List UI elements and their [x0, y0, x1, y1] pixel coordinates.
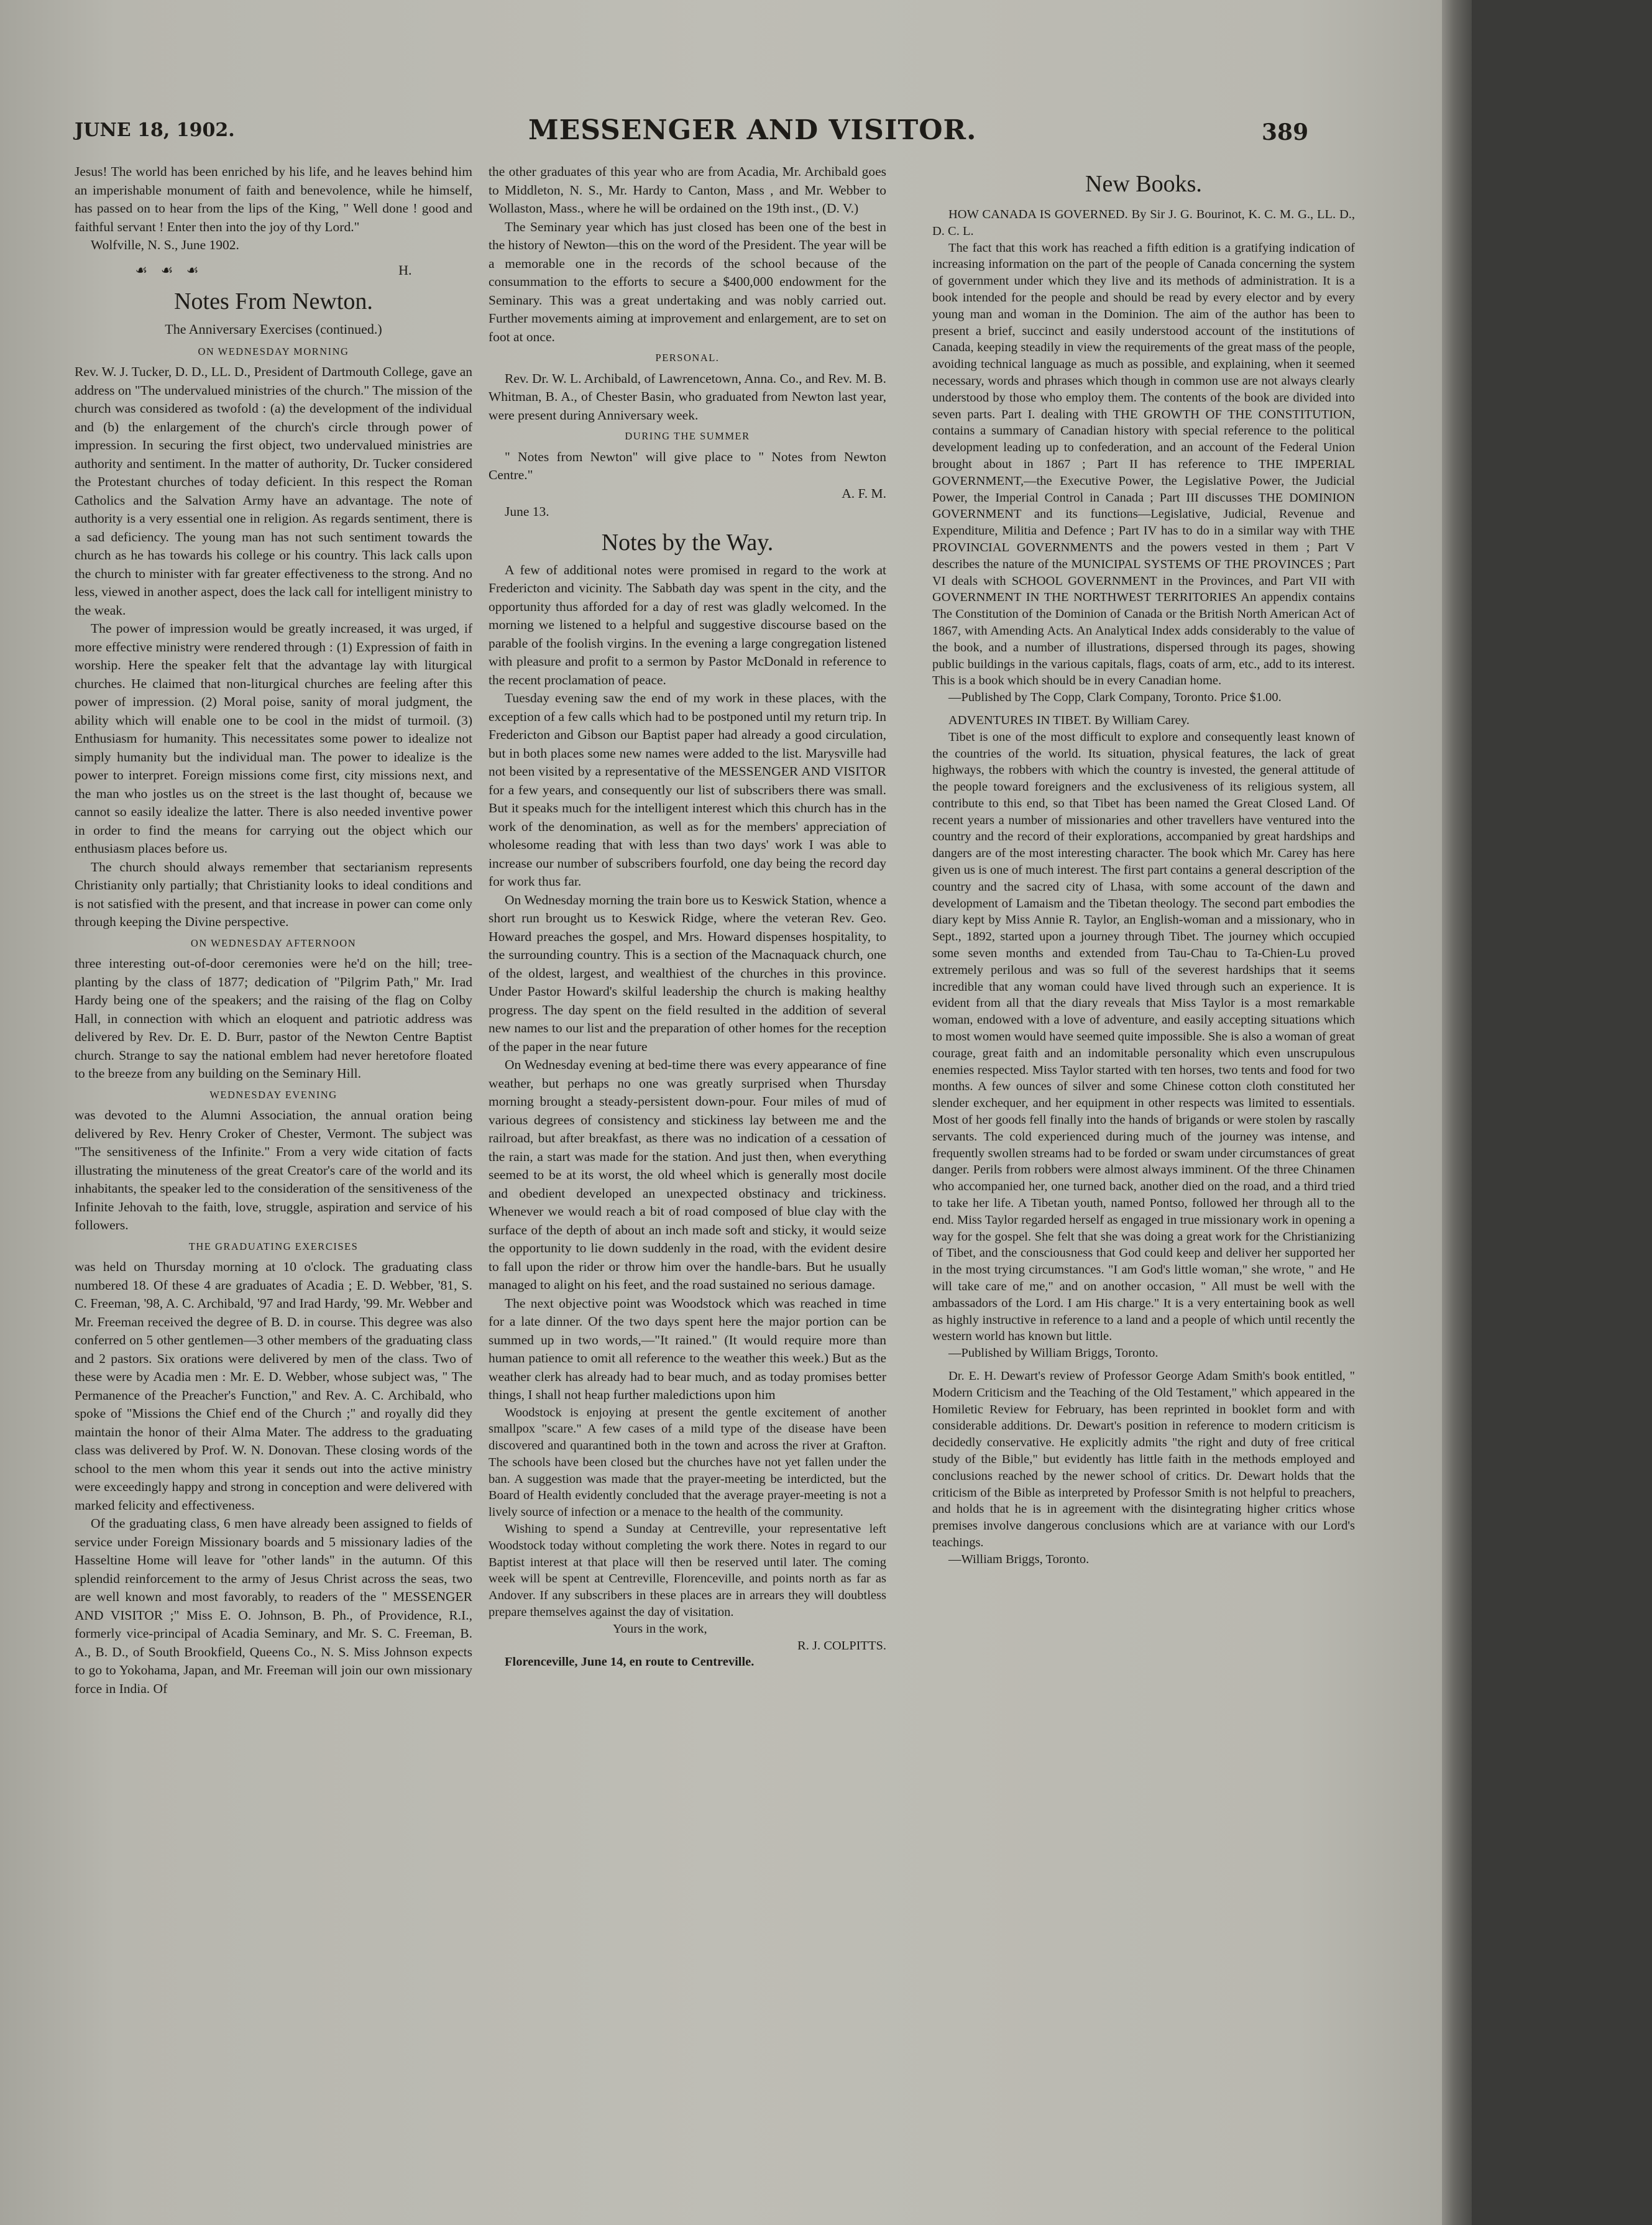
note-date: June 13.	[505, 504, 549, 519]
column-right	[932, 163, 1355, 1568]
paragraph: On Wednesday morning the train bore us to Keswick Station, whence a short run brought us to Keswick Ridge, where the veteran Rev. Geo. Howard preaches the gospel, and Mrs. Howard dispenses hospitality, to the surrounding country. This is a section of the Macnaquack church, one of the oldest, largest, and wealthiest of the churches in this province. Under Pastor Howard's skilful leadership the church is making healthy progress. The day spent on the field resulted in the addition of several new names to our list and the preparation of other homes for the reception of the paper in the near future	[489, 892, 886, 1054]
publisher-line: —William Briggs, Toronto.	[948, 1552, 1090, 1566]
paragraph: the other graduates of this year who are from Acadia, Mr. Archibald goes to Middleton, N. S., Mr. Hardy to Canton, Mass , and Mr. Webber to Wollaston, Mass., where he will be ordained on the 19th inst., (D. V.)	[489, 164, 886, 216]
subhead-wednesday-afternoon: ON WEDNESDAY AFTERNOON	[190, 937, 357, 949]
article-title-notes-from-newton: Notes From Newton.	[174, 288, 373, 314]
masthead-title: MESSENGER AND VISITOR.	[528, 114, 977, 146]
closing-place: Florenceville, June 14, en route to Centreville.	[505, 1655, 755, 1669]
closing-line: Yours in the work,	[613, 1622, 707, 1636]
publisher-line: —Published by The Copp, Clark Company, Toronto. Price $1.00.	[948, 690, 1282, 705]
issue-date: JUNE 18, 1902.	[75, 119, 235, 141]
obituary-ending: Jesus! The world has been enriched by his life, and he leaves behind him an imperishable monument of faith and benevolence, while he himself, has passed on to hear from the lips of the King, " Well done ! good and faithful servant ! Enter then into the joy of thy Lord."	[75, 164, 472, 234]
column-left	[75, 163, 472, 1698]
page-binding-edge	[1442, 0, 1472, 2225]
book-heading: HOW CANADA IS GOVERNED. By Sir J. G. Bourinot, K. C. M. G., LL. D., D. C. L.	[932, 208, 1355, 238]
paragraph: Tibet is one of the most difficult to explore and consequently least known of the countries of the world. Its situation, physical features, the lack of great highways, the robbers with which the country is invested, the general attitude of the people toward foreigners and the exclusiveness of its religious system, all contribute to this end, so that Tibet has been named the Great Closed Land. Of recent years a number of missionaries and other travellers have ventured into the country and the record of their explorations, accompanied by great hardships and dangers are of the most interesting character. The book which Mr. Carey has here given us is one of much interest. The first part contains a general description of the country and the sacred city of Lhasa, with some account of the dawn and development of Lamaism and the Tibetan theology. The second part embodies the diary kept by Miss Annie R. Taylor, an English-woman and a missionary, who in Sept., 1892, started upon a journey through Tibet. The journey which occupied some seven months and extended from Tau-Chau to Ta-Chien-Lu proved extremely perilous and was so full of the severest hardships that it seems incredible that any woman could have lived through such an experience. It is evident from all that the diary reveals that Miss Taylor is a most remarkable woman, endowed with a love of adventure, and easily accepting situations which to most women would have seemed quite impossible. She is also a woman of great courage, great faith and an indomitable personality which even unscrupulous enemies respected. Miss Taylor started with ten horses, two tents and food for two months. A few ounces of silver and some Chinese cotton cloth constituted her slender exchequer, and her equipment in other respects was limited to essentials. Most of her goods fell finally into the hands of brigands or were stolen by rascally servants. The cold experienced during much of the journey was intense, and frequently swollen streams had to be forded or swam under circumstances of great danger. Perils from robbers were almost always imminent. Of the three Chinamen who accompanied her, one turned back, another died on the road, and a third tried to take her life. A Tibetan youth, named Pontso, followed her through all to the end. Miss Taylor regarded herself as engaged in true missionary work in opening a way for the gospel. She felt that she was doing a great work for the Christianizing of Tibet, and the consciousness that God could keep and deliver her supported her in the most trying circumstances. "I am God's little woman," she wrote, " and He will take care of me," and on another occasion, " All must be well with the ambassadors of the Lord. I am His charge." It is a very entertaining book as well as highly instructive in reference to a land and a people of which until recently the western world has known but little.	[932, 730, 1355, 1344]
author-initials: A. F. M.	[842, 485, 886, 501]
ornament-icon: ☙ ☙ ☙	[135, 262, 204, 278]
subhead-graduating-exercises: THE GRADUATING EXERCISES	[188, 1240, 359, 1252]
paragraph: Dr. E. H. Dewart's review of Professor George Adam Smith's book entitled, " Modern Criticism and the Teaching of the Old Testament," which appeared in the Homiletic Review for February, has been reprinted in booklet form and with considerable additions. Dr. Dewart's position in reference to modern criticism is decidedly conservative. He explicitly admits "the right and duty of free critical study of the Bible," but evidently has little faith in the methods employed and conclusions reached by the newer school of critics. Dr. Dewart holds that the criticism of the Bible as interpreted by Professor Smith is not helpful to preachers, and holds that he is in agreement with the disintegrating higher critics whose premises involve dangerous conclusions which are at variance with our Lord's teachings.	[932, 1369, 1355, 1549]
closing-signature: R. J. COLPITTS.	[797, 1638, 886, 1653]
paragraph: The power of impression would be greatly increased, it was urged, if more effective ministry were rendered through : (1) Expression of faith in worship. Here the speaker felt that the advantage lay with liturgical churches. He claimed that non-liturgical churches are feeling after this power of impression. (2) Moral poise, sanity of moral judgment, the ability which will enable one to be cool in the midst of turmoil. (3) Enthusiasm for humanity. This necessitates some power to idealize not simply humanity but the individual man. The power to idealize is the power to interpret. Foreign missions come first, city missions next, and the man who jostles us on the street is the last thought of, because we cannot so easily idealize the latter. There is also needed inventive power in order to find the means for carrying out the object which our enthusiasm places before us.	[75, 621, 472, 856]
subhead-wednesday-morning: ON WEDNESDAY MORNING	[198, 345, 349, 357]
paragraph: The church should always remember that sectarianism represents Christianity only partially; that Christianity looks to ideal conditions and is not satisfied with the present, and that increase in power can come only through keeping the Divine perspective.	[75, 859, 472, 929]
publisher-line: —Published by William Briggs, Toronto.	[948, 1346, 1159, 1360]
subhead-personal: PERSONAL.	[655, 352, 720, 364]
paragraph: The next objective point was Woodstock which was reached in time for a late dinner. Of the two days spent here the major portion can be summed up in two words,—"It rained." (It would require more than human patience to omit all reference to the weather this week.) But as the weather clerk has already had to bear much, and as today promises better things, I shall not heap further maledictions upon him	[489, 1295, 886, 1402]
paragraph: Woodstock is enjoying at present the gentle excitement of another smallpox "scare." A few cases of a mild type of the disease have been discovered and quarantined both in the town and across the river at Grafton. The schools have been closed but the churches have not yet fallen under the ban. A suggestion was made that the prayer-meeting be interdicted, but the Board of Health evidently concluded that the average prayer-meeting is not a lively source of infection or a menace to the health of the community.	[489, 1405, 886, 1520]
paragraph: was held on Thursday morning at 10 o'clock. The graduating class numbered 18. Of these 4 are graduates of Acadia ; E. D. Webber, '81, S. C. Freeman, '98, A. C. Archibald, '97 and Irad Hardy, '99. Mr. Webber and Mr. Freeman received the degree of B. D. in course. This degree was also conferred on 5 other gentlemen—3 other members of the graduating class and 2 pastors. Six orations were delivered by men of the class. Two of these were by Acadia men : Mr. E. D. Webber, whose subject was, " The Permanence of the Preacher's Function," and Rev. A. C. Archibald, who spoke of "Missions the Chief end of the Church ;" and royally did they maintain the honor of their Alma Mater. The address to the graduating class was delivered by Prof. W. N. Donovan. These closing words of the school to the men whom this year it sends out into the active ministry were exceedingly happy and strong in conception and were delivered with marked felicity and effectiveness.	[75, 1259, 472, 1513]
section-title-new-books: New Books.	[1085, 171, 1202, 197]
paragraph: Rev. Dr. W. L. Archibald, of Lawrencetown, Anna. Co., and Rev. M. B. Whitman, B. A., of Chester Basin, who graduated from Newton last year, were present during Anniversary week.	[489, 370, 886, 423]
paragraph: " Notes from Newton" will give place to " Notes from Newton Centre."	[489, 449, 886, 482]
subhead-during-summer: DURING THE SUMMER	[625, 430, 750, 442]
paragraph: Wishing to spend a Sunday at Centreville, your representative left Woodstock today without completing the work there. Notes in regard to our Baptist interest at that place will then be reserved until later. The coming week will be spent at Centreville, Florenceville, and points north as far as Andover. If any subscribers in these places are in arrears they will doubtless prepare themselves against the day of visitation.	[489, 1522, 886, 1620]
obituary-dateline: Wolfville, N. S., June 1902.	[91, 237, 239, 252]
paragraph: Tuesday evening saw the end of my work in these places, with the exception of a few calls which had to be postponed until my return trip. In Fredericton and Gibson our Baptist paper had already a good circulation, but in both places some new names were added to the list. Marysville had not been visited by a representative of the MESSENGER AND VISITOR for a few years, and consequently our list of subscribers there was small. But it speaks much for the intelligent interest which this church has in the work of the denomination, as well as for the members' appreciation of wholesome reading that with less than two days' work I was able to increase our number of subscribers fourfold, one day being the record day for work thus far.	[489, 690, 886, 889]
paragraph: On Wednesday evening at bed-time there was every appearance of fine weather, but perhaps no one was greatly surprised when Thursday morning brought a steady-persistent down-pour. Four miles of mud of various degrees of consistency and stickiness lay between me and the railroad, but after breakfast, as there was no indication of a cessation of the rain, a start was made for the station. And just then, when everything seemed to be at its worst, the old wheel which is generally most docile and obedient developed an unexpected obstinacy and trickiness. Whenever we would reach a bit of road composed of blue clay with the surface of the depth of about an inch made soft and sticky, it would seize the opportunity to lie down suddenly in the road, with the evident desire to fall upon the rider or throw him over the handle-bars. But he usually managed to alight on his feet, and the road sustained no serious damage.	[489, 1057, 886, 1292]
paragraph: three interesting out-of-door ceremonies were he'd on the hill; tree-planting by the class of 1877; dedication of "Pilgrim Path," Mr. Irad Hardy being one of the speakers; and the raising of the flag on Colby Hall, in connection with which an eloquent and patriotic address was delivered by Rev. Dr. E. D. Burr, pastor of the Newton Centre Baptist church. Strange to say the national emblem had never heretofore floated to the breeze from any building on the Seminary Hill.	[75, 956, 472, 1081]
paragraph: was devoted to the Alumni Association, the annual oration being delivered by Rev. Henry Croker of Chester, Vermont. The subject was "The sensitiveness of the Infinite." From a very wide citation of facts illustrating the minuteness of the great Creator's care of the world and its inhabitants, the speaker led to the consideration of the sensitiveness of the Infinite Jehovah to the faith, love, struggle, aspiration and service of his followers.	[75, 1108, 472, 1232]
column-middle	[489, 163, 886, 1671]
paragraph: The fact that this work has reached a fifth edition is a gratifying indication of increasing information on the part of the people of Canada concerning the system of government under which they live and its methods of administration. It is a book intended for the people and should be read by every elector and by every young man and woman in the Dominion. The aim of the author has been to present a brief, succinct and easily understood account of the institutions of Canada, keeping steadily in view the requirements of the great mass of the people, avoiding technical language as much as possible, and explaining, when it seemed necessary, words and phrases which though in common use are not always clearly understood by those who employ them. The contents of the book are divided into seven parts. Part I. dealing with THE GROWTH OF THE CONSTITUTION, contains a summary of Canadian history with special reference to the political development leading up to confederation, and an account of the Federal Union brought about in 1867 ; Part II has reference to THE IMPERIAL GOVERNMENT,—the Executive Power, the Legislative Power, the Judicial Power, the Imperial Control in Canada ; Part III discusses THE DOMINION GOVERNMENT and its functions—Legislative, Judicial, Revenue and Expenditure, Militia and Defence ; Part IV has to do in a similar way with THE PROVINCIAL GOVERNMENTS and the powers vested in them ; Part V describes the nature of the MUNICIPAL SYSTEMS OF THE PROVINCES ; Part VI deals with SCHOOL GOVERNMENT in the Provinces, and Part VII with GOVERNMENT IN THE NORTHWEST TERRITORIES An appendix contains The Constitution of the Dominion of Canada or the British North American Act of 1867, with Amending Acts. An Analytical Index adds considerably to the value of the book, and a number of illustrations, dispersed through its pages, showing public buildings in the various capitals, flags, coats of arm, etc., add to its interest. This is a book which should be in every Canadian home.	[932, 241, 1355, 688]
paragraph: The Seminary year which has just closed has been one of the best in the history of Newton—this on the word of the President. The year will be a memorable one in the records of the school because of the consummation to the efforts to secure a $400,000 endowment for the Seminary. This was a great undertaking and was nobly carried out. Further movements aiming at improvement and enlargement, are to set on foot at once.	[489, 219, 886, 344]
paragraph: Of the graduating class, 6 men have already been assigned to fields of service under Foreign Missionary boards and 5 missionary ladies of the Hasseltine Home will leave for "other lands" in the autumn. Of this splendid reinforcement to the army of Jesus Christ across the seas, two are well known and most favorably, to readers of the " MESSENGER AND VISITOR ;" Miss E. O. Johnson, B. Ph., of Providence, R.I., formerly vice-principal of Acadia Seminary, and Mr. S. C. Freeman, B. A., B. D., of South Brookfield, Queens Co., N. S. Miss Johnson expects to go to Yokohama, Japan, and Mr. Freeman will join our own missionary force in India. Of	[75, 1516, 472, 1696]
subhead-wednesday-evening: WEDNESDAY EVENING	[209, 1088, 337, 1101]
book-heading: ADVENTURES IN TIBET. By William Carey.	[948, 713, 1190, 727]
article-subtitle: The Anniversary Exercises (continued.)	[165, 321, 382, 337]
page-number: 389	[1262, 119, 1309, 145]
obituary-signature: H.	[398, 262, 412, 278]
section-separator	[75, 261, 472, 280]
paragraph: Rev. W. J. Tucker, D. D., LL. D., President of Dartmouth College, gave an address on "The undervalued ministries of the church." The mission of the church was considered as twofold : (a) the development of the individual and (b) the enlargement of the church's circle through power of impression. In securing the first object, two undervalued ministries are authority and sentiment. In the matter of authority, Dr. Tucker considered the Protestant churches of today deficient. In this respect the Roman Catholics and the Salvation Army have an advantage. The note of authority is a very essential one in religion. As regards sentiment, there is a sad deficiency. The young man has not such sentiment towards the church as he has towards his college or his country. This lack calls upon the church to minister with far greater effectiveness to the strong. And no less, viewed in another aspect, does the lack call for intelligent ministry to the weak.	[75, 364, 472, 618]
article-title-notes-by-the-way: Notes by the Way.	[601, 529, 774, 556]
paragraph: A few of additional notes were promised in regard to the work at Fredericton and vicinity. The Sabbath day was spent in the city, and the opportunity thus afforded for a day of rest was gladly welcomed. In the morning we listened to a helpful and suggestive discourse based on the parable of the foolish virgins. In the evening a large congregation listened with pleasure and profit to a sermon by Pastor McDonald in reference to the recent proclamation of peace.	[489, 562, 886, 687]
